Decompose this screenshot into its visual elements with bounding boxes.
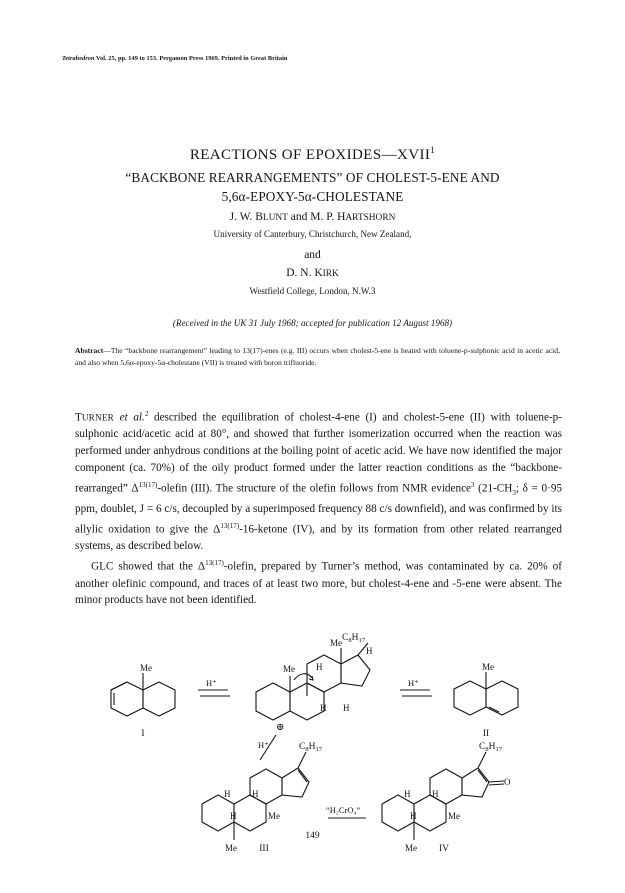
p2-text-a: GLC showed that the Δ bbox=[91, 560, 206, 573]
intermediate-h-1: H bbox=[316, 662, 323, 672]
intermediate-side-chain: $C_8H_{17}$ bbox=[342, 633, 365, 644]
journal-name: Tetrahedron bbox=[62, 55, 95, 62]
author-ref-smallcaps: URNER bbox=[81, 412, 114, 423]
compound-label-III: III bbox=[259, 844, 269, 854]
reagent-oxidant: “H₂CrO₄” bbox=[326, 805, 361, 815]
compound-label-IV: IV bbox=[438, 844, 450, 854]
reagent-acid-2: H⁺ bbox=[408, 678, 419, 688]
p1-sub-1: 3 bbox=[512, 488, 516, 497]
cation-intermediate-structure bbox=[256, 643, 370, 720]
compound-IV-h-2: H bbox=[432, 789, 439, 799]
page-number: 149 bbox=[305, 831, 320, 841]
et-al: et al. bbox=[119, 411, 145, 424]
reagent-acid-1: H⁺ bbox=[206, 678, 217, 688]
intermediate-me-1: Me bbox=[283, 664, 295, 674]
intermediate-h-3: H bbox=[343, 703, 350, 713]
author-hartshorn-initial: M. P. H bbox=[310, 211, 346, 223]
compound-IV-structure bbox=[382, 752, 504, 840]
p1-text-b: -olefin (III). The structure of the olefin follows from NMR evidence bbox=[157, 482, 472, 495]
affiliation-1: University of Canterbury, Christchurch, New Zealand, bbox=[213, 229, 412, 239]
paper-subtitle-line-1: “BACKBONE REARRANGEMENTS” OF CHOLEST-5-ENE AND bbox=[125, 170, 500, 185]
journal-citation: Vol. 25, pp. 149 to 153. bbox=[96, 55, 158, 62]
paper-subtitle-line-2: 5,6α-EPOXY-5α-CHOLESTANE bbox=[221, 189, 404, 204]
compound-IV-me-1: Me bbox=[448, 811, 460, 821]
dropcap-text: T bbox=[75, 411, 82, 424]
intermediate-h-2: H bbox=[320, 703, 327, 713]
compound-II-structure bbox=[454, 672, 518, 715]
author-joiner: and bbox=[304, 249, 321, 261]
journal-printed: Printed in Great Britain bbox=[221, 55, 288, 62]
ref-3: 3 bbox=[471, 480, 475, 489]
ref-2: 2 bbox=[144, 410, 149, 418]
compound-I-me: Me bbox=[140, 663, 152, 673]
p1-sup-3: 13(17) bbox=[220, 521, 240, 530]
received-dates: (Received in the UK 31 July 1968; accepted for publication 12 August 1968) bbox=[172, 318, 453, 328]
compound-II-me: Me bbox=[482, 662, 494, 672]
affiliation-2: Westfield College, London, N.W.3 bbox=[249, 286, 376, 296]
paper-title-text: REACTIONS OF EPOXIDES—XVII bbox=[189, 147, 431, 163]
intermediate-me-2: Me bbox=[330, 638, 342, 648]
p1-sup-1: 13(17) bbox=[138, 480, 158, 489]
journal-publisher: Pergamon Press 1969. bbox=[159, 55, 220, 62]
compound-IV-side-chain: $C_8H_{17}$ bbox=[479, 742, 502, 753]
author-blunt-smallcaps: LUNT bbox=[262, 213, 288, 223]
abstract-label: Abstract bbox=[75, 346, 104, 355]
compound-IV-h-3: H bbox=[410, 811, 417, 821]
author-and: and bbox=[287, 211, 311, 223]
compound-III-side-chain: $C_8H_{17}$ bbox=[299, 742, 322, 753]
reagent-acid-3: H⁺ bbox=[258, 740, 269, 750]
compound-III-me-1: Me bbox=[268, 811, 280, 821]
title-footnote-ref: 1 bbox=[430, 145, 436, 155]
compound-III-h-3: H bbox=[230, 811, 237, 821]
p1-text-d: ; δ = 0·95 ppm, doublet, J = 6 c/s, decoupled by a superimposed frequency 88 c/s downfield), and was confirmed by its allylic oxidation to give the Δ bbox=[75, 482, 563, 536]
compound-label-I: I bbox=[141, 729, 145, 739]
p1-text-e: -16-ketone (IV), and by its formation from other related rearranged systems, as described below. bbox=[75, 523, 562, 553]
cation-marker: ⊕ bbox=[276, 722, 285, 733]
compound-IV-oxo: O bbox=[504, 777, 511, 787]
p1-text-a: described the equilibration of cholest-4-ene (I) and cholest-5-ene (II) with toluene-p-sulphonic acid/acetic acid at 80°, and showed that further isomerization occurred when the reaction was performed under anhydrous conditions at the boiling point of acetic acid. We have now identified the major component (ca. 70%) of the oily product formed under the latter reaction conditions as the “backbone-rearranged” Δ bbox=[75, 411, 562, 495]
compound-IV-me-2: Me bbox=[405, 843, 417, 853]
compound-III-h-2: H bbox=[252, 789, 259, 799]
equilibrium-arrows bbox=[198, 690, 432, 818]
author-kirk-smallcaps: IRK bbox=[322, 269, 339, 279]
compound-I-structure bbox=[111, 673, 175, 716]
author-blunt-initial: J. W. B bbox=[229, 211, 263, 223]
compound-III-h-1: H bbox=[224, 789, 231, 799]
abstract-text: —The “backbone rearrangement” leading to 13(17)-enes (e.g. III) occurs when cholest-5-ene is heated with toluene-p-sulphonic acid in acetic acid, and also when 5,6α-epoxy-5α-cholestane (VII) is treated with boron trifluoride. bbox=[75, 346, 560, 368]
p1-text-c: (21-CH bbox=[474, 482, 513, 495]
intermediate-h-4: H bbox=[366, 646, 373, 656]
compound-III-me-2: Me bbox=[225, 843, 237, 853]
compound-label-II: II bbox=[482, 729, 490, 739]
p2-text-b: -olefin, prepared by Turner’s method, was contaminated by ca. 20% of another olefinic compound, and traces of at least two more, but cholest-4-ene and -5-ene were absent. The minor products have not been identified. bbox=[75, 560, 562, 607]
author-hartshorn-smallcaps: ARTSHORN bbox=[345, 213, 396, 223]
author-kirk-initial: D. N. K bbox=[286, 267, 323, 279]
p2-sup-1: 13(17) bbox=[205, 559, 224, 568]
compound-IV-h-1: H bbox=[404, 789, 411, 799]
